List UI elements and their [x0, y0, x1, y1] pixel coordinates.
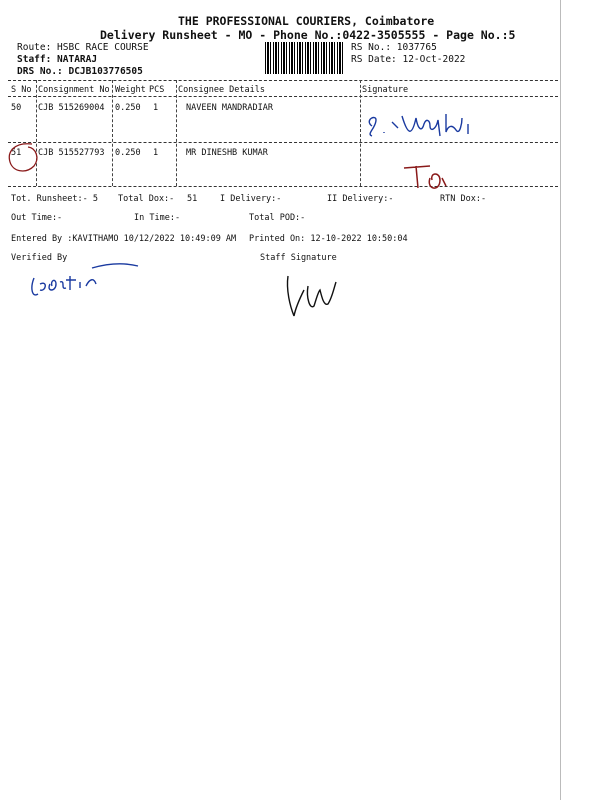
table-row-weight: 0.250: [115, 148, 141, 158]
col-divider: [112, 80, 113, 186]
i-delivery: I Delivery:-: [220, 194, 282, 204]
table-row-weight: 0.250: [115, 103, 141, 113]
table-row-pcs: 1: [153, 103, 159, 113]
table-row-consignee: MR DINESHB KUMAR: [186, 148, 268, 158]
col-header-sno: S No: [11, 85, 32, 95]
circle-mark: [4, 138, 44, 176]
table-row-sno: 50: [11, 103, 22, 113]
col-header-consignee: Consignee Details: [178, 85, 265, 95]
col-divider: [176, 80, 177, 186]
drs-no: DRS No.: DCJB103776505: [17, 66, 143, 77]
total-pod: Total POD:-: [249, 213, 306, 223]
route: Route: HSBC RACE COURSE: [17, 42, 149, 53]
header-bottom-rule: [8, 96, 558, 97]
total-dox-label: Total Dox:-: [118, 194, 175, 204]
tot-runsheet: Tot. Runsheet:- 5: [11, 194, 98, 204]
table-row-sno: 51: [11, 148, 22, 158]
ii-delivery: II Delivery:-: [327, 194, 394, 204]
in-time: In Time:-: [134, 213, 181, 223]
signature-row-1: [362, 106, 502, 146]
col-header-consignment: Consignment No: [38, 85, 110, 95]
staff-signature: [282, 266, 352, 322]
printed-on: Printed On: 12-10-2022 10:50:04: [249, 234, 408, 244]
staff: Staff: NATARAJ: [17, 54, 98, 65]
out-time: Out Time:-: [11, 213, 63, 223]
col-header-weight: Weight: [115, 85, 146, 95]
rs-no: RS No.: 1037765: [351, 42, 437, 53]
table-bottom-rule: [8, 186, 558, 187]
col-header-pcs: PCS: [149, 85, 165, 95]
scan-edge: [560, 0, 561, 800]
staff-signature-label: Staff Signature: [260, 253, 337, 263]
col-divider: [360, 80, 361, 186]
table-top-rule: [8, 80, 558, 81]
rtn-dox: RTN Dox:-: [440, 194, 487, 204]
verified-by-signature: [26, 258, 146, 304]
table-row-consignment: CJB 515269004: [38, 103, 105, 113]
total-dox-value: 51: [187, 194, 198, 204]
entered-by: Entered By :KAVITHAMO 10/12/2022 10:49:09 AM: [11, 234, 237, 244]
col-header-signature: Signature: [362, 85, 409, 95]
verified-by-label: Verified By: [11, 253, 68, 263]
table-row-consignee: NAVEEN MANDRADIAR: [186, 103, 273, 113]
table-row-consignment: CJB 515527793: [38, 148, 105, 158]
company-name: THE PROFESSIONAL COURIERS, Coimbatore: [178, 14, 435, 28]
runsheet-title: Delivery Runsheet - MO - Phone No.:0422-3505555 - Page No.:5: [100, 28, 516, 42]
rs-date: RS Date: 12-Oct-2022: [351, 54, 466, 65]
table-row-pcs: 1: [153, 148, 159, 158]
signature-row-2: [400, 160, 470, 196]
barcode: [265, 42, 345, 74]
